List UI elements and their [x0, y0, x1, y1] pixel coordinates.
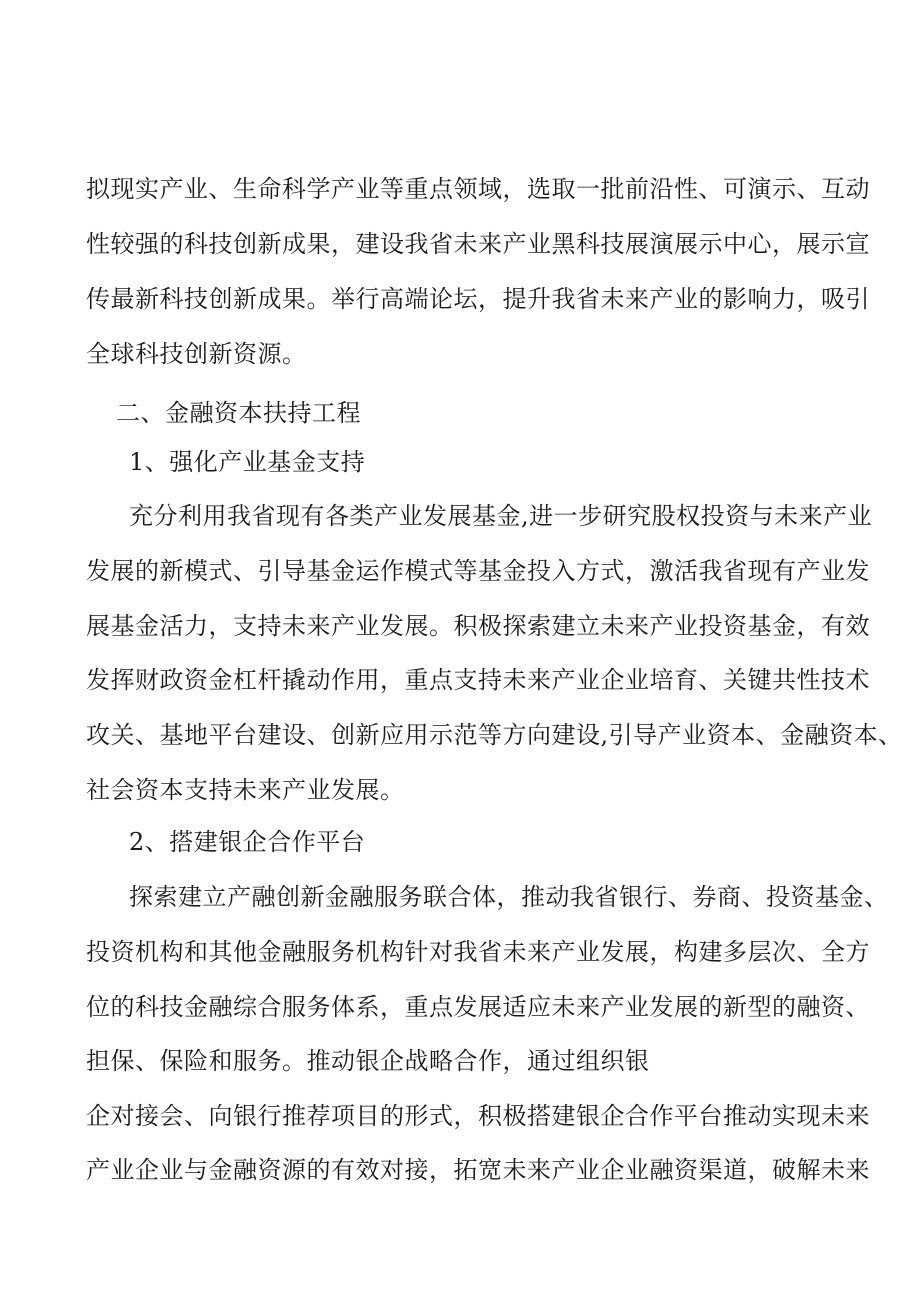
subsection-1-line-3: 展基金活力，支持未来产业发展。积极探索建立未来产业投资基金，有效	[86, 612, 870, 640]
paragraph-1-line-4: 全球科技创新资源。	[86, 340, 307, 368]
paragraph-1-line-3: 传最新科技创新成果。举行高端论坛，提升我省未来产业的影响力，吸引	[86, 285, 870, 313]
subsection-1-line-4: 发挥财政资金杠杆撬动作用，重点支持未来产业企业培育、关键共性技术	[86, 666, 870, 694]
paragraph-1-line-2: 性较强的科技创新成果，建设我省未来产业黑科技展演展示中心，展示宣	[86, 230, 870, 258]
subsection-2-line-4: 担保、保险和服务。推动银企战略合作，通过组织银	[86, 1047, 650, 1075]
subsection-2-line-3: 位的科技金融综合服务体系，重点发展适应未来产业发展的新型的融资、	[86, 993, 870, 1021]
paragraph-1-line-1: 拟现实产业、生命科学产业等重点领域，选取一批前沿性、可演示、互动	[86, 175, 870, 203]
subsection-1-line-6: 社会资本支持未来产业发展。	[86, 776, 405, 804]
subsection-2-heading: 2、搭建银企合作平台	[129, 828, 366, 856]
subsection-1-heading: 1、强化产业基金支持	[129, 448, 366, 476]
subsection-1-line-5: 攻关、基地平台建设、创新应用示范等方向建设,引导产业资本、金融资本、	[86, 721, 903, 749]
subsection-2-line-2: 投资机构和其他金融服务机构针对我省未来产业发展，构建多层次、全方	[86, 938, 870, 966]
subsection-2-line-5: 企对接会、向银行推荐项目的形式，积极搭建银企合作平台推动实现未来	[86, 1102, 870, 1130]
subsection-2-line-6: 产业企业与金融资源的有效对接，拓宽未来产业企业融资渠道，破解未来	[86, 1156, 870, 1184]
subsection-2-line-1: 探索建立产融创新金融服务联合体，推动我省银行、券商、投资基金、	[129, 883, 889, 911]
subsection-1-line-2: 发展的新模式、引导基金运作模式等基金投入方式，激活我省现有产业发	[86, 557, 870, 585]
section-heading: 二、金融资本扶持工程	[116, 399, 361, 427]
subsection-1-line-1: 充分利用我省现有各类产业发展基金,进一步研究股权投资与未来产业	[129, 502, 873, 530]
